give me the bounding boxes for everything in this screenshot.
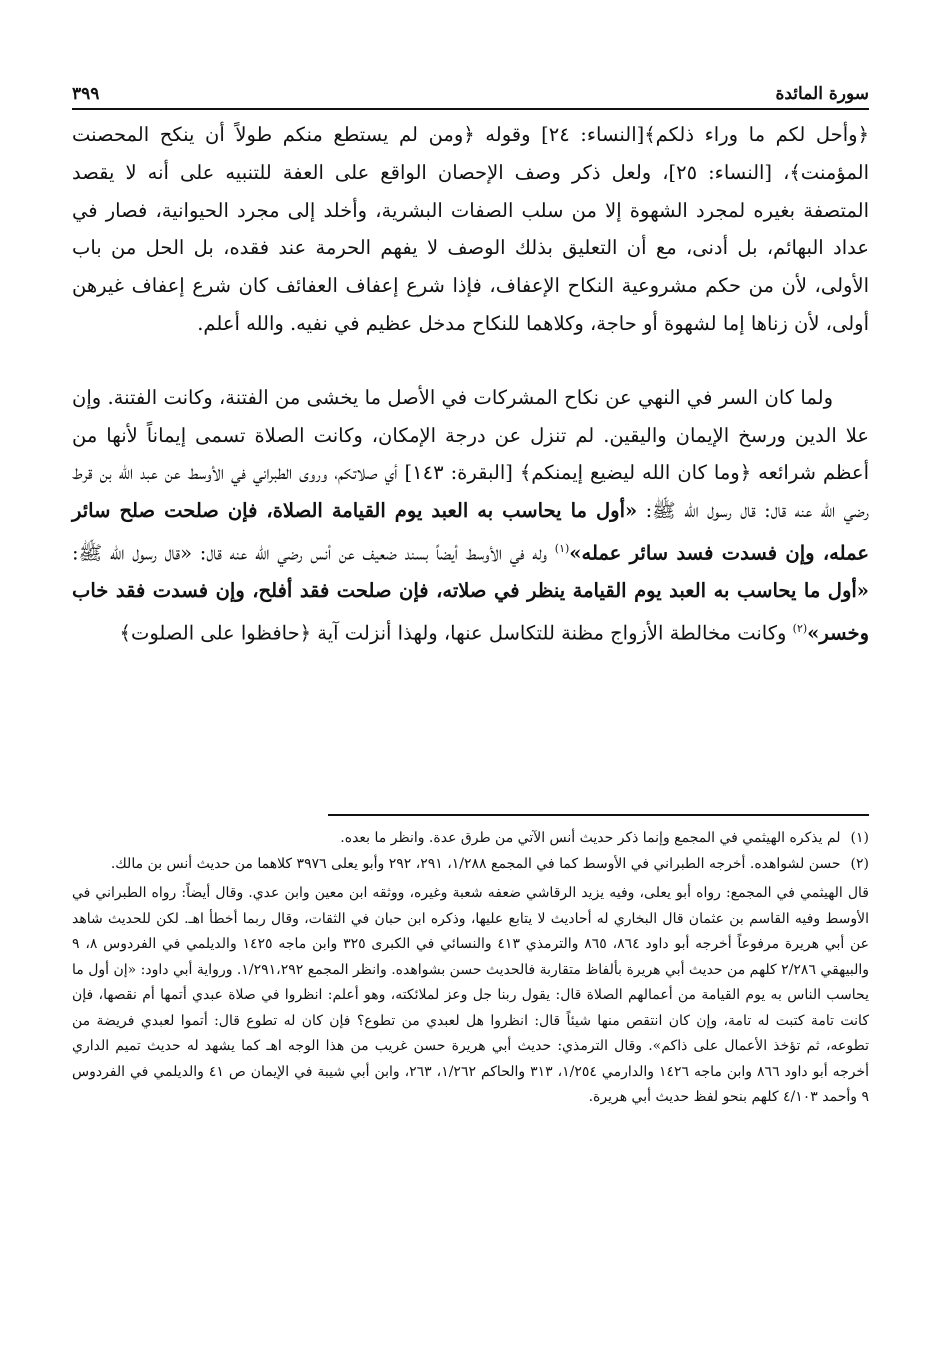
footnotes: [72, 826, 869, 1111]
paragraph-1: ﴿وأحل لكم ما وراء ذلكم﴾[النساء: ٢٤] وقوله ﴿ومن لم يستطع منكم طولاً أن ينكح المحصنت المؤمنت﴾، [النساء: ٢٥]، ولعل ذكر وصف الإحصان الواقع على العفة للتنبيه على أنه لا يقصد المتصفة بغيره لمجرد الشهوة إلا من سلب الصفات البشرية، وأخلد إلى مجرد الحيوانية، فصار في عداد البهائم، بل أدنى، مع أن التعليق بذلك الوصف لا يفهم الحرمة عند فقده، بل الحل من باب الأولى، لأن من حكم مشروعية النكاح الإعفاف، فإذا شرع إعفاف العفائف كان شرع إعفاف غيرهن أولى، لأن زناها إما لشهوة أو حاجة، وكلاهما للنكاح مدخل عظيم في نفيه. والله أعلم.: [72, 123, 870, 335]
footnote-2-number: (٢): [850, 855, 869, 872]
hadith-quote-2: «أول ما يحاسب به العبد يوم القيامة ينظر في صلاته، فإن صلحت فقد أفلح، وإن فسدت فقد خاب وخسر»: [72, 579, 869, 645]
main-text: [72, 116, 869, 652]
footnote-divider: [328, 814, 869, 816]
footnote-ref-2: (٢): [792, 622, 808, 636]
paragraph-2: [72, 379, 869, 653]
footnote-2-commentary-text: قال الهيثمي في المجمع: رواه أبو يعلى، وفيه يزيد الرقاشي ضعفه شعبة وغيره، ووثقه ابن معين وابن عدي. وقال أيضاً: رواه الطبراني في الأوسط وفيه القاسم بن عثمان قال البخاري له أحاديث لا يتابع عليها، وذكره ابن حبان في الثقات، وقال ربما أخطأ اهـ. لكن للحديث شاهد عن أبي هريرة مرفوعاً أخرجه أبو داود ٨٦٤، ٨٦٥ والترمذي ٤١٣ والنسائي في الكبرى ٣٢٥ وابن ماجه ١٤٢٥ والديلمي في الفردوس ٨، ٩ والبيهقي ٢/٢٨٦ كلهم من حديث أبي هريرة بألفاظ متقاربة فالحديث حسن بشواهده. وانظر المجمع ١/٢٩١،٢٩٢. ورواية أبي داود: «إن أول ما يحاسب الناس به يوم القيامة من أعمالهم الصلاة قال: يقول ربنا جل وعز لملائكته، وهو أعلم: انظروا في صلاة عبدي أتمها أم نقصها، فإن كانت تامة كتبت له تامة، وإن كان انتقص منها شيئاً قال: انظروا هل لعبدي من تطوع؟ فإن كان له تطوع قال: أتموا لعبدي فريضة من تطوعه، ثم تؤخذ الأعمال على ذاكم». وقال الترمذي: حديث أبي هريرة حسن غريب من هذا الوجه اهـ كما يشهد له حديث تميم الداري أخرجه أبو داود ٨٦٦ وابن ماجه ١٤٢٦ والدارمي ١/٢٥٤، ٣١٣ والحاكم ١/٢٦٢، ٢٦٣، وابن أبي شيبة في الإيمان ص ٤١ والديلمي في الفردوس ٩ وأحمد ٤/١٠٣ كلهم بنحو لفظ حديث أبي هريرة.: [72, 885, 870, 1105]
footnote-1: [72, 826, 869, 852]
paragraph-2-part-a: ولما كان السر في النهي عن نكاح المشركات في الأصل ما يخشى من الفتنة، وكانت الفتنة. وإن علا الدين ورسخ الإيمان واليقين. لم تنزل عن درجة الإمكان، وكانت الصلاة تسمى إيماناً لأنها من أعظم شرائعه ﴿وما كان الله ليضيع إيمنكم﴾ [البقرة: ١٤٣] أي صلاتكم، وروى الطبراني في الأوسط عن عبد الله بن قرط رضي الله عنه قال: قال رسول الله ﷺ:: [72, 385, 869, 523]
footnote-2-commentary: [72, 881, 869, 1111]
footnote-2: [72, 852, 869, 878]
paragraph-2-part-e: وكانت مخالطة الأزواج مظنة للتكاسل عنها، ولهذا أنزلت آية ﴿حافظوا على الصلوت﴾: [119, 621, 793, 645]
footnote-2-text: حسن لشواهده. أخرجه الطبراني في الأوسط كما في المجمع ١/٢٨٨، ٢٩١، ٢٩٢ وأبو يعلى ٣٩٧٦ كلاهما من حديث أنس بن مالك.: [110, 855, 841, 872]
footnote-1-text: لم يذكره الهيثمي في المجمع وإنما ذكر حديث أنس الآتي من طرق عدة. وانظر ما بعده.: [340, 830, 841, 846]
footnote-ref-1: (١): [554, 541, 570, 555]
hadith-quote-1: «أول ما يحاسب به العبد يوم القيامة الصلاة، فإن صلحت صلح سائر عمله، وإن فسدت فسد سائر عمله»: [72, 499, 869, 565]
paragraph-2-part-c: وله في الأوسط أيضاً بسند ضعيف عن أنس رضي الله عنه قال: «قال رسول الله ﷺ:: [72, 541, 555, 565]
running-header: [72, 68, 869, 110]
surah-title: سورة المائدة: [775, 84, 869, 104]
footnote-1-number: (١): [850, 830, 869, 846]
page-number: ٣٩٩: [72, 84, 100, 104]
